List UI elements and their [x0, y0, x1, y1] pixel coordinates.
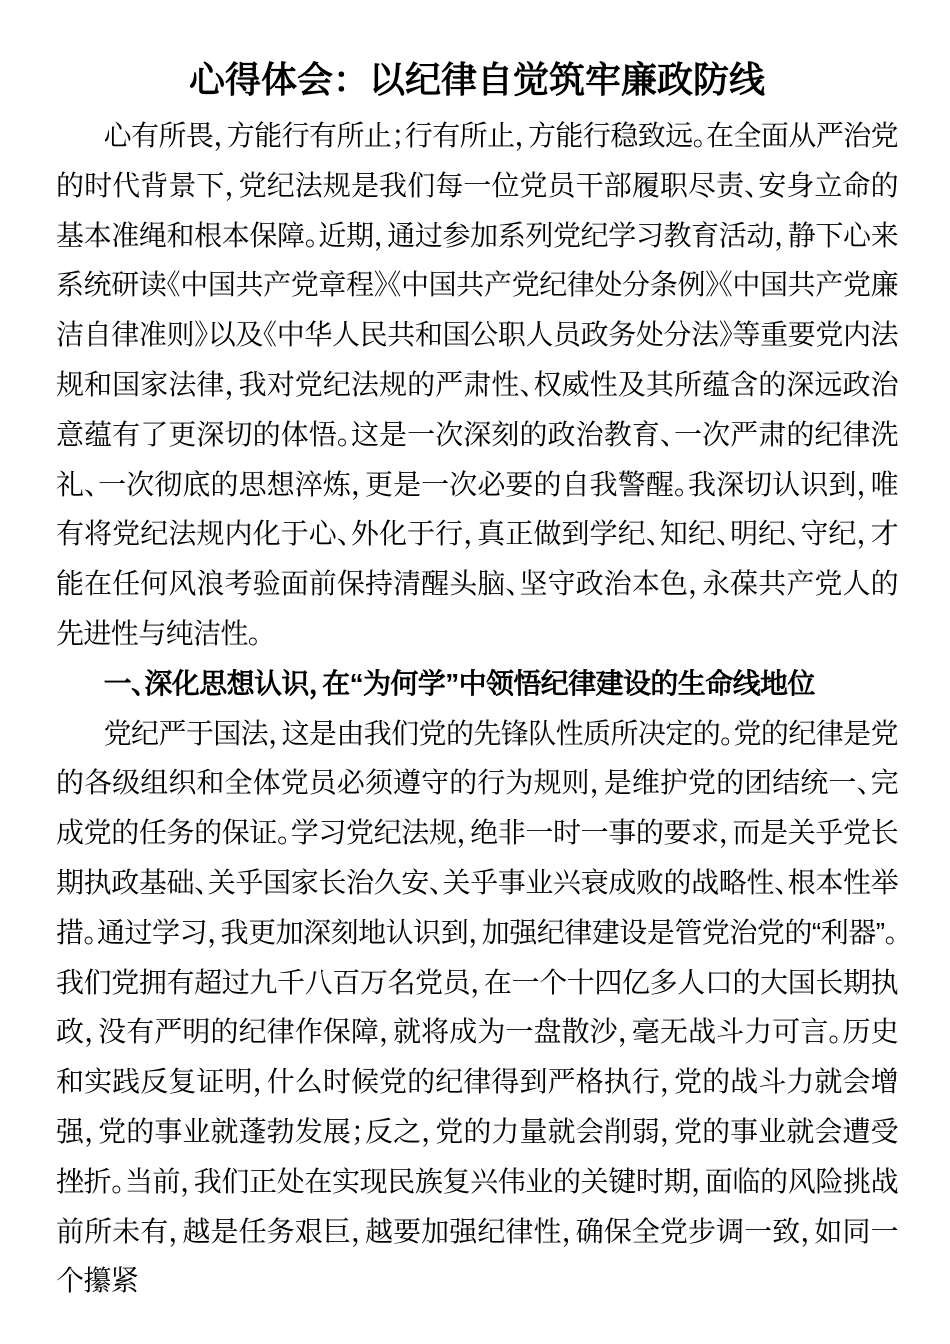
- section-1-heading: 一、深化思想认识，在“为何学”中领悟纪律建设的生命线地位: [103, 667, 815, 699]
- document-title: 心得体会：以纪律自觉筑牢廉政防线: [188, 59, 765, 100]
- section-1-paragraph: 党纪严于国法，这是由我们党的先锋队性质所决定的。党的纪律是党的各级组织和全体党员必须遵守的行为规则，是维护党的团结统一、完成党的任务的保证。学习党纪法规，绝非一时一事的要求，而是关乎党长期执政基础、关乎国家长治久安、关乎事业兴衰成败的战略性、根本性举措。通过学习，我更加深刻地认识到，加强纪律建设是管党治党的“利器”。我们党拥有超过九千八百万名党员，在一个十四亿多人口的大国长期执政，没有严明的纪律作保障，就将成为一盘散沙，毫无战斗力可言。历史和实践反复证明，什么时候党的纪律得到严格执行，党的战斗力就会增强，党的事业就蓬勃发展；反之，党的力量就会削弱，党的事业就会遭受挫折。当前，我们正处在实现民族复兴伟业的关键时期，面临的风险挑战前所未有，越是任务艰巨，越要加强纪律性，确保全党步调一致，如同一个攥紧: [56, 717, 898, 1297]
- intro-paragraph: 心有所畏，方能行有所止；行有所止，方能行稳致远。在全面从严治党的时代背景下，党纪法规是我们每一位党员干部履职尽责、安身立命的基本准绳和根本保障。近期，通过参加系列党纪学习教育活动，静下心来系统研读《中国共产党章程》《中国共产党纪律处分条例》《中国共产党廉洁自律准则》以及《中华人民共和国公职人员政务处分法》等重要党内法规和国家法律，我对党纪法规的严肃性、权威性及其所蕴含的深远政治意蕴有了更深切的体悟。这是一次深刻的政治教育、一次严肃的纪律洗礼、一次彻底的思想淬炼，更是一次必要的自我警醒。我深切认识到，唯有将党纪法规内化于心、外化于行，真正做到学纪、知纪、明纪、守纪，才能在任何风浪考验面前保持清醒头脑、坚守政治本色，永葆共产党人的先进性与纯洁性。: [56, 120, 898, 649]
